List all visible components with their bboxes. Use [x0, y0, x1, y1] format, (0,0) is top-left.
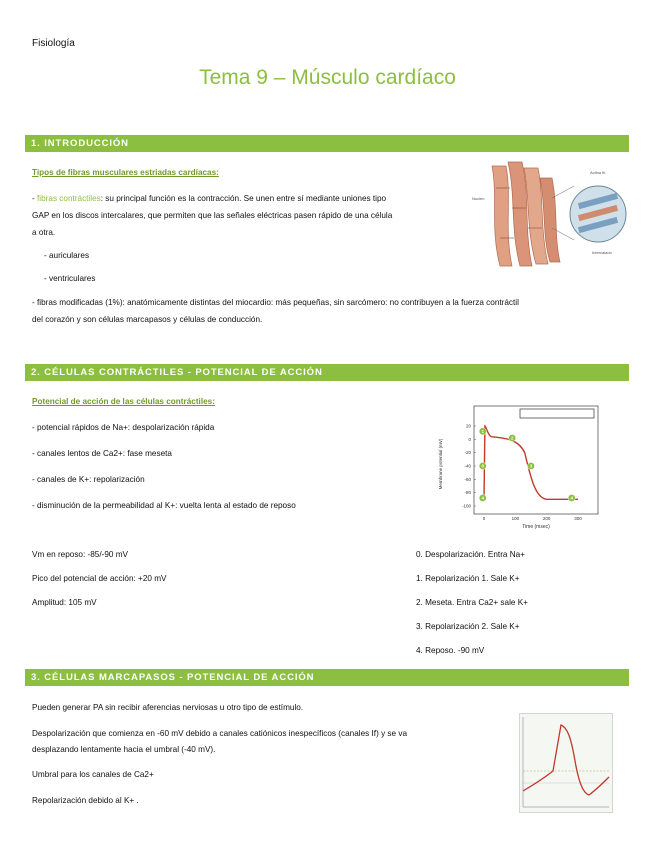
chart-ylabel: Membrane potential (mV) [438, 438, 443, 490]
section-3-heading: 3. CÉLULAS MARCAPASOS - POTENCIAL DE ACCIÓN [25, 669, 629, 686]
chart-legend-box [520, 409, 594, 418]
ap-item-4: - disminución de la permeabilidad al K+: vuelta lenta al estado de reposo [32, 501, 296, 510]
page-title: Tema 9 – Músculo cardíaco [199, 66, 456, 89]
muscle-fibers [492, 162, 560, 266]
phase-3: 3. Repolarización 2. Sale K+ [416, 622, 520, 631]
y-tick-label: -40 [464, 463, 471, 469]
x-tick-label: 200 [542, 516, 551, 521]
x-tick-label: 300 [574, 516, 582, 521]
contractile-term: fibras contráctiles [37, 194, 101, 203]
stat-peak: Pico del potencial de acción: +20 mV [32, 574, 167, 583]
phase-4: 4. Reposo. -90 mV [416, 646, 485, 655]
figure-label-left: Nucleo [472, 196, 485, 201]
pacemaker-line-2a: Despolarización que comienza en -60 mV debido a canales catiónicos inespecíficos (canales If) y se va [32, 729, 408, 738]
phase-marker-label: 0 [481, 463, 485, 469]
figure-label-bottom: Intercalado [592, 250, 612, 255]
ap-item-3: - canales de K+: repolarización [32, 475, 145, 484]
x-tick-label: 100 [511, 516, 520, 521]
y-tick-label: 0 [468, 436, 471, 442]
header-label: Fisiología [32, 38, 75, 49]
y-tick-label: -20 [464, 450, 471, 456]
phase-marker-label: 4 [570, 495, 573, 501]
pacemaker-chart [519, 713, 613, 813]
contractile-prefix: - [32, 194, 38, 203]
y-tick-label: -80 [464, 490, 471, 496]
y-tick-label: -100 [461, 503, 471, 509]
cardiac-muscle-figure [470, 158, 630, 268]
contractile-text-1: : su principal función es la contracción. Se unen entre sí mediante uniones tipo [100, 194, 387, 203]
modified-text-2: del corazón y son células marcapasos y células de conducción. [32, 315, 263, 324]
chart-frame [474, 406, 598, 514]
phase-marker-label: 3 [529, 463, 533, 469]
pacemaker-line-1: Pueden generar PA sin recibir aferencias nerviosas u otro tipo de estímulo. [32, 703, 304, 712]
x-tick-label: 0 [482, 516, 486, 521]
y-tick-label: 20 [465, 423, 471, 429]
section-2-subtitle: Potencial de acción de las células contráctiles: [32, 397, 215, 406]
phase-0: 0. Despolarización. Entra Na+ [416, 550, 525, 559]
phase-marker-label: 1 [481, 428, 485, 434]
stat-amplitude: Amplitud: 105 mV [32, 598, 97, 607]
contractile-text-3: a otra. [32, 228, 56, 237]
contractile-text-2: GAP en los discos intercalares, que permiten que las señales eléctricas pasen rápido de una célula [32, 211, 393, 220]
ap-item-1: - potencial rápidos de Na+: despolarización rápida [32, 423, 215, 432]
y-tick-label: -60 [464, 476, 471, 482]
modified-text-1: - fibras modificadas (1%): anatómicamente distintas del miocardio: más pequeñas, sin sarcómero: no contribuyen a la fuerza contráctil [32, 298, 519, 307]
phase-1: 1. Repolarización 1. Sale K+ [416, 574, 520, 583]
item-auriculares: - auriculares [44, 251, 90, 260]
pacemaker-line-4: Repolarización debido al K+ . [32, 796, 139, 805]
item-ventriculares: - ventriculares [44, 274, 96, 283]
figure-label-top: Actina fil. [590, 170, 607, 175]
chart-xlabel: Time (msec) [522, 524, 550, 530]
action-potential-chart [436, 404, 602, 532]
phase-marker-label: 4 [481, 495, 485, 501]
section-1-subtitle: Tipos de fibras musculares estriadas cardíacas: [32, 168, 219, 177]
chart-x-ticks [483, 516, 583, 521]
phase-2: 2. Meseta. Entra Ca2+ sale K+ [416, 598, 528, 607]
stat-resting: Vm en reposo: -85/-90 mV [32, 550, 129, 559]
zoom-line-top [552, 186, 574, 198]
pacemaker-line-2b: desplazando lentamente hacia el umbral (-40 mV). [32, 745, 216, 754]
ap-item-2: - canales lentos de Ca2+: fase meseta [32, 449, 172, 458]
section-1-heading: 1. INTRODUCCIÓN [25, 135, 629, 152]
pacemaker-line-3: Umbral para los canales de Ca2+ [32, 770, 154, 779]
section-2-heading: 2. CÉLULAS CONTRÁCTILES - POTENCIAL DE ACCIÓN [25, 364, 629, 381]
phase-marker-label: 2 [510, 435, 514, 441]
contractile-paragraph [32, 193, 462, 205]
